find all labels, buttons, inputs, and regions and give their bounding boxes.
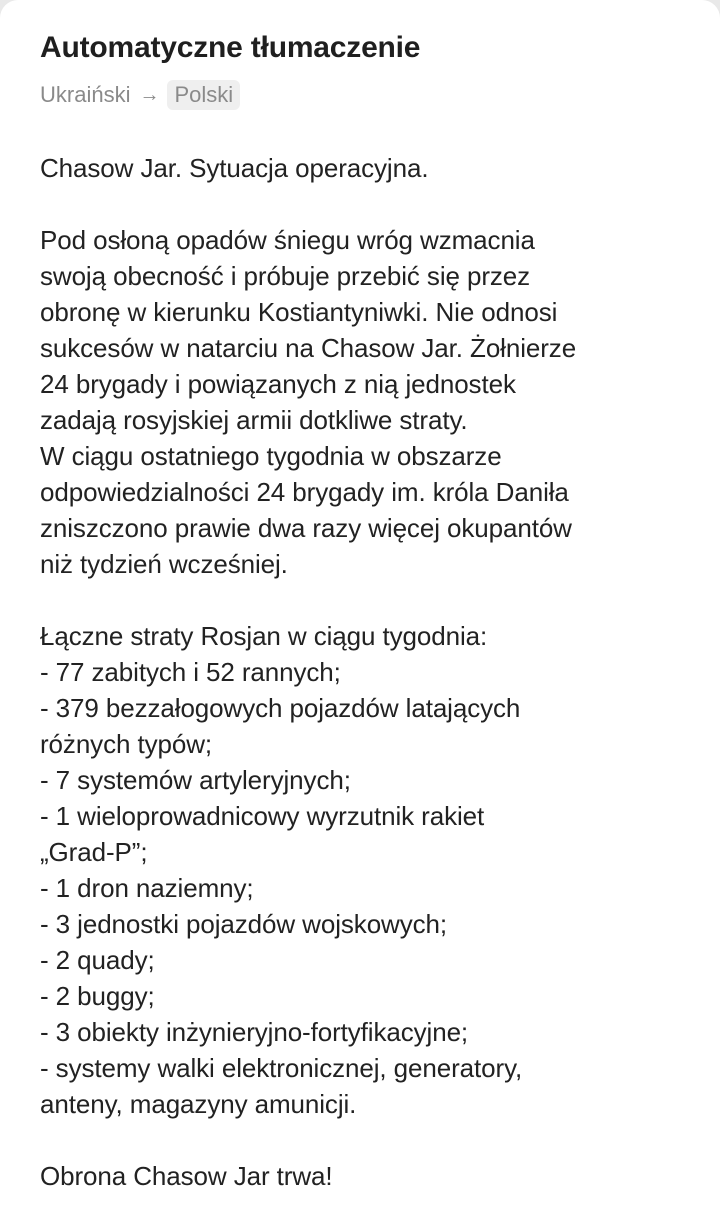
text-line: sukcesów w natarciu na Chasow Jar. Żołnierze [40, 333, 577, 363]
loss-item: anteny, magazyny amunicji. [40, 1089, 357, 1119]
text-line: zadają rosyjskiej armii dotkliwe straty. [40, 405, 468, 435]
text-line: Pod osłoną opadów śniegu wróg wzmacnia [40, 225, 535, 255]
text-line: zniszczono prawie dwa razy więcej okupantów [40, 513, 572, 543]
text-line: odpowiedzialności 24 brygady im. króla Daniła [40, 477, 569, 507]
paragraph-situation [40, 222, 700, 582]
language-pair [40, 80, 240, 110]
text-heading: Chasow Jar. Sytuacja operacyjna. [40, 153, 429, 183]
paragraph-losses [40, 618, 700, 1122]
loss-item: - 1 wieloprowadnicowy wyrzutnik rakiet [40, 801, 485, 831]
loss-item: - 7 systemów artyleryjnych; [40, 765, 351, 795]
source-language: Ukraiński [40, 82, 131, 107]
blank-line [40, 186, 700, 222]
text-line: 24 brygady i powiązanych z nią jednostek [40, 369, 516, 399]
text-line: swoją obecność i próbuje przebić się przez [40, 261, 531, 291]
blank-line [40, 582, 700, 618]
loss-item: - 77 zabitych i 52 rannych; [40, 657, 341, 687]
translated-text [40, 150, 700, 1194]
text-line: W ciągu ostatniego tygodnia w obszarze [40, 441, 502, 471]
loss-item: - 1 dron naziemny; [40, 873, 254, 903]
text-line: niż tydzień wcześniej. [40, 549, 288, 579]
blank-line [40, 1122, 700, 1158]
loss-item: - 379 bezzałogowych pojazdów latających [40, 693, 521, 723]
loss-item: różnych typów; [40, 729, 213, 759]
sheet-title: Automatyczne tłumaczenie [40, 31, 421, 64]
loss-item: - systemy walki elektronicznej, generatory, [40, 1053, 523, 1083]
loss-item: - 2 quady; [40, 945, 155, 975]
closing-line: Obrona Chasow Jar trwa! [40, 1161, 333, 1191]
text-line: obronę w kierunku Kostiantyniwki. Nie odnosi [40, 297, 558, 327]
arrow-right-icon: → [139, 83, 160, 106]
target-language-chip[interactable]: Polski [167, 80, 240, 110]
loss-item: - 2 buggy; [40, 981, 155, 1011]
loss-item: - 3 jednostki pojazdów wojskowych; [40, 909, 448, 939]
loss-item: - 3 obiekty inżynieryjno-fortyfikacyjne; [40, 1017, 469, 1047]
loss-item: „Grad-P”; [40, 837, 148, 867]
losses-intro: Łączne straty Rosjan w ciągu tygodnia: [40, 621, 488, 651]
